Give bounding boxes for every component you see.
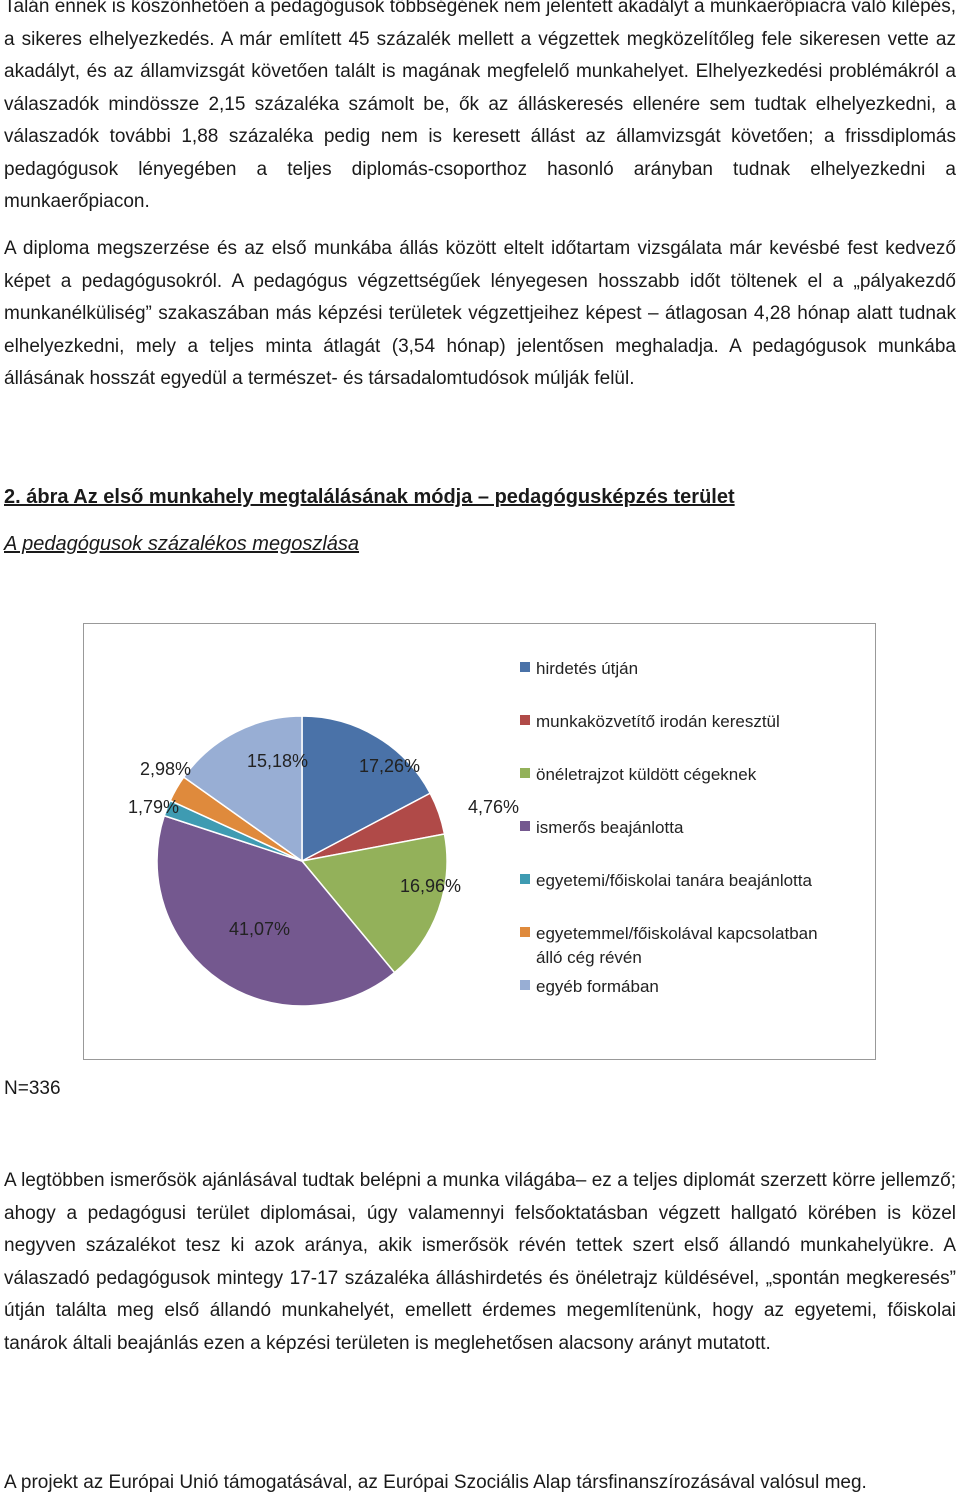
legend-swatch xyxy=(520,874,530,884)
legend-label: munkaközvetítő irodán keresztül xyxy=(536,712,780,731)
legend-label: egyéb formában xyxy=(536,977,659,996)
slice-data-label: 17,26% xyxy=(359,756,421,776)
legend-swatch xyxy=(520,980,530,990)
slice-data-label: 15,18% xyxy=(247,751,309,771)
slice-data-label: 4,76% xyxy=(468,797,520,817)
legend-label: egyetemi/főiskolai tanára beajánlotta xyxy=(536,871,812,890)
legend-label: egyetemmel/főiskolával kapcsolatban xyxy=(536,924,818,943)
paragraph-3: A legtöbben ismerősök ajánlásával tudtak belépni a munka világába– ez a teljes diplomát szerzett körre jellemző; ahogy a pedagógusi terület diplomásai, úgy valamennyi felsőoktatásban végzett hallgató körében is közel negyven százalékot tesz ki azok aránya, akik ismerősök révén tettek szert első állandó munkahelyükre. A válaszadó pedagógusok mintegy 17-17 százaléka álláshirdetés és önéletrajz küldésével, „spontán megkeresés” útján találta meg első állandó munkahelyét, emellett érdemes megemlítenünk, hogy az egyetemi, főiskolai tanárok általi beajánlás ezen a képzési területen is meglehetősen alacsony arányt mutatott. xyxy=(4,1170,956,1354)
pie-chart xyxy=(84,624,874,1058)
legend-label: ismerős beajánlotta xyxy=(536,818,684,837)
pie-chart-container xyxy=(83,623,876,1060)
paragraph-2: A diploma megszerzése és az első munkába állás között eltelt időtartam vizsgálata már kevésbé fest kedvező képet a pedagógusokról. A pedagógus végzettségűek lényegesen hosszabb időt töltenek el a „pályakezdő munkanélküliség” szakaszában más képzési területek végzettjeihez képest – átlagosan 4,28 hónap alatt tudnak elhelyezkedni, mely a teljes minta átlagát (3,54 hónap) jelentősen meghaladja. A pedagógusok munkába állásának hosszát egyedül a természet- és társadalomtudósok múlják felül. xyxy=(4,238,956,389)
slice-data-label: 2,98% xyxy=(140,759,192,779)
legend-swatch xyxy=(520,821,530,831)
slice-data-label: 16,96% xyxy=(400,876,462,896)
figure-title: 2. ábra Az első munkahely megtalálásának módja – pedagógusképzés terület xyxy=(4,486,735,508)
legend-swatch xyxy=(520,662,530,672)
paragraph-1: Talán ennek is köszönhetően a pedagógusok többségének nem jelentett akadályt a munkaerőpiacra való kilépés, a sikeres elhelyezkedés. A már említett 45 százalék mellett a végzettek megközelítőleg fele sikeresen vette az akadályt, és az államvizsgát követően talált is magának megfelelő munkahelyet. Elhelyezkedési problémákról a válaszadók mindössze 2,15 százaléka számolt be, ők az álláskeresés ellenére sem tudtak elhelyezkedni, a válaszadók további 1,88 százaléka pedig nem is keresett állást az államvizsgát követően; a frissdiplomás pedagógusok lényegében a teljes diplomás-csoporthoz hasonló arányban tudnak elhelyezkedni a munkaerőpiacon. xyxy=(4,0,956,212)
legend xyxy=(520,659,818,996)
legend-swatch xyxy=(520,715,530,725)
legend-swatch xyxy=(520,927,530,937)
footer-note: A projekt az Európai Unió támogatásával, az Európai Szociális Alap társfinanszírozásával valósul meg. xyxy=(4,1472,867,1493)
sample-size-label: N=336 xyxy=(4,1078,61,1099)
slice-data-label: 41,07% xyxy=(229,919,291,939)
legend-swatch xyxy=(520,768,530,778)
legend-label: hirdetés útján xyxy=(536,659,639,678)
slice-data-label: 1,79% xyxy=(128,797,180,817)
legend-label: önéletrajzot küldött cégeknek xyxy=(536,765,757,784)
legend-label: álló cég révén xyxy=(536,948,642,967)
figure-subtitle: A pedagógusok százalékos megoszlása xyxy=(4,533,360,555)
